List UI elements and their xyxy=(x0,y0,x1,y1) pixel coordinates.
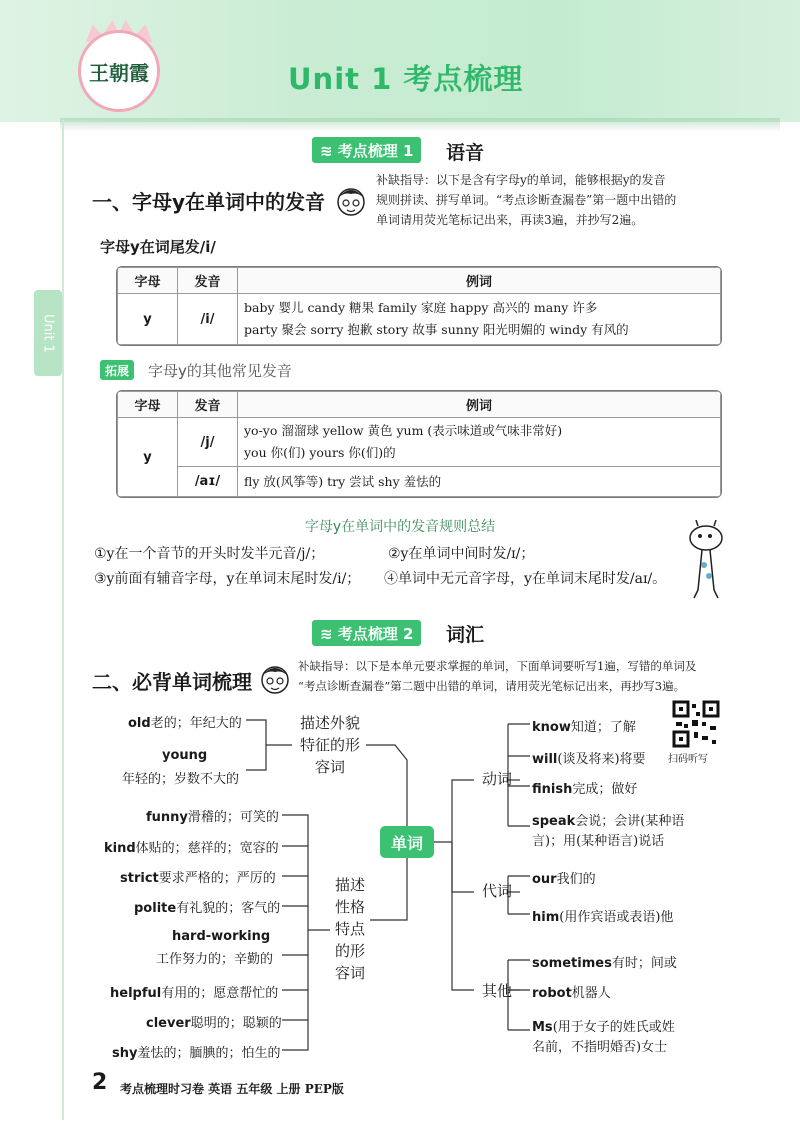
word-young-meaning: 年轻的；岁数不大的 xyxy=(122,772,240,787)
word-ms: Ms(用于女子的姓氏或姓 xyxy=(532,1020,675,1035)
node-personality-adjectives: 描述 性格 特点 的形 容词 xyxy=(334,876,365,982)
page-number: 2 xyxy=(92,1070,108,1095)
table-cell-words: fly 放(风筝等) try 尝试 shy 羞怯的 xyxy=(238,467,721,497)
word-ms-meaning-2: 名前，不指明婚否)女士 xyxy=(532,1040,668,1055)
word-speak-meaning-2: 言)；用(某种语言)说话 xyxy=(532,834,665,849)
node-appearance-adjectives: 描述外貌 特征的形 容词 xyxy=(299,714,360,776)
node-others: 其他 xyxy=(481,982,512,1000)
word-sometimes: sometimes有时；间或 xyxy=(532,956,677,971)
word-shy: shy羞怯的；腼腆的；怕生的 xyxy=(112,1046,281,1061)
word-him: him(用作宾语或表语)他 xyxy=(532,910,674,925)
section1-tip: 补缺指导：以下是含有字母y的单词，能够根据y的发音 规则拼读、拼写单词。“考点诊断查漏卷”第一题中出错的 单词请用荧光笔标记出来，再读3遍，并抄写2遍。 xyxy=(376,173,677,227)
page-title: Unit 1 考点梳理 xyxy=(288,62,524,96)
word-polite: polite有礼貌的；客气的 xyxy=(134,901,281,916)
center-node-words: 单词 xyxy=(380,826,434,858)
logo-text: 王朝霞 xyxy=(89,60,149,85)
section1-badge: ≋ 考点梳理 1 xyxy=(312,137,421,163)
table-header: 字母 xyxy=(118,392,178,418)
section1-title: 语音 xyxy=(446,142,485,164)
table-header: 字母 xyxy=(118,268,178,294)
word-will: will(谈及将来)将要 xyxy=(532,752,646,767)
table-cell-letter: y xyxy=(118,418,178,497)
section2-title: 词汇 xyxy=(446,624,485,646)
table-header: 发音 xyxy=(178,392,238,418)
rule-4: ④单词中无元音字母，y在单词末尾时发/aɪ/。 xyxy=(384,571,667,587)
node-verbs: 动词 xyxy=(481,770,512,788)
word-kind: kind体贴的；慈祥的；宽容的 xyxy=(104,841,279,856)
extension-title: 字母y的其他常见发音 xyxy=(148,362,292,380)
word-finish: finish完成；做好 xyxy=(532,782,638,797)
word-hard-working-meaning: 工作努力的；辛勤的 xyxy=(156,952,274,967)
word-young: young xyxy=(162,748,208,763)
section1-heading: 一、字母y在单词中的发音 xyxy=(92,190,326,214)
footer-text: 考点梳理时习卷 英语 五年级 上册 PEP版 xyxy=(120,1082,344,1096)
summary-title: 字母y在单词中的发音规则总结 xyxy=(304,519,496,535)
rule-3: ③y前面有辅音字母，y在单词末尾时发/i/； xyxy=(94,571,361,587)
side-tab-unit[interactable]: Unit 1 xyxy=(34,290,62,376)
table-cell-words: yo-yo 溜溜球 yellow 黄色 yum (表示味道或气味非常好) you 你(们) yours 你(们)的 xyxy=(238,418,721,467)
table-cell-sound: /i/ xyxy=(178,294,238,345)
word-robot: robot机器人 xyxy=(532,986,611,1001)
table-cell-sound: /j/ xyxy=(178,418,238,467)
qr-label: 扫码听写 xyxy=(668,754,708,765)
section2-heading: 二、必背单词梳理 xyxy=(92,670,252,694)
table-cell-words: baby 婴儿 candy 糖果 family 家庭 happy 高兴的 many 许多 party 聚会 sorry 抱歉 story 故事 sunny 阳光明媚的 windy 有风的 xyxy=(238,294,721,345)
word-clever: clever聪明的；聪颖的 xyxy=(146,1016,282,1031)
rule-2: ②y在单词中间时发/ɪ/； xyxy=(388,546,535,562)
table-cell-letter: y xyxy=(118,294,178,345)
word-our: our我们的 xyxy=(532,872,596,887)
word-old: old老的；年纪大的 xyxy=(128,716,242,731)
word-funny: funny滑稽的；可笑的 xyxy=(146,810,279,825)
word-strict: strict要求严格的；严厉的 xyxy=(120,871,276,886)
table-cell-sound: /aɪ/ xyxy=(178,467,238,497)
word-know: know知道；了解 xyxy=(532,720,636,735)
node-pronouns: 代词 xyxy=(481,882,512,900)
table-header: 例词 xyxy=(238,392,721,418)
rule-1: ①y在一个音节的开头时发半元音/j/； xyxy=(94,546,325,562)
extension-tag: 拓展 xyxy=(100,360,134,380)
word-helpful: helpful有用的；愿意帮忙的 xyxy=(110,986,279,1001)
sub-heading-y-end: 字母y在词尾发/i/ xyxy=(100,238,216,256)
word-speak: speak会说；会讲(某种语 xyxy=(532,814,685,829)
table-header: 发音 xyxy=(178,268,238,294)
section2-tip: 补缺指导：以下是本单元要求掌握的单词，下面单词要听写1遍，写错的单词及 “考点诊断查漏卷”第二题中出错的单词，请用荧光笔标记出来，再抄写3遍。 xyxy=(298,659,697,693)
table-header: 例词 xyxy=(238,268,721,294)
word-hard-working: hard-working xyxy=(172,929,271,944)
section2-badge: ≋ 考点梳理 2 xyxy=(312,620,421,646)
